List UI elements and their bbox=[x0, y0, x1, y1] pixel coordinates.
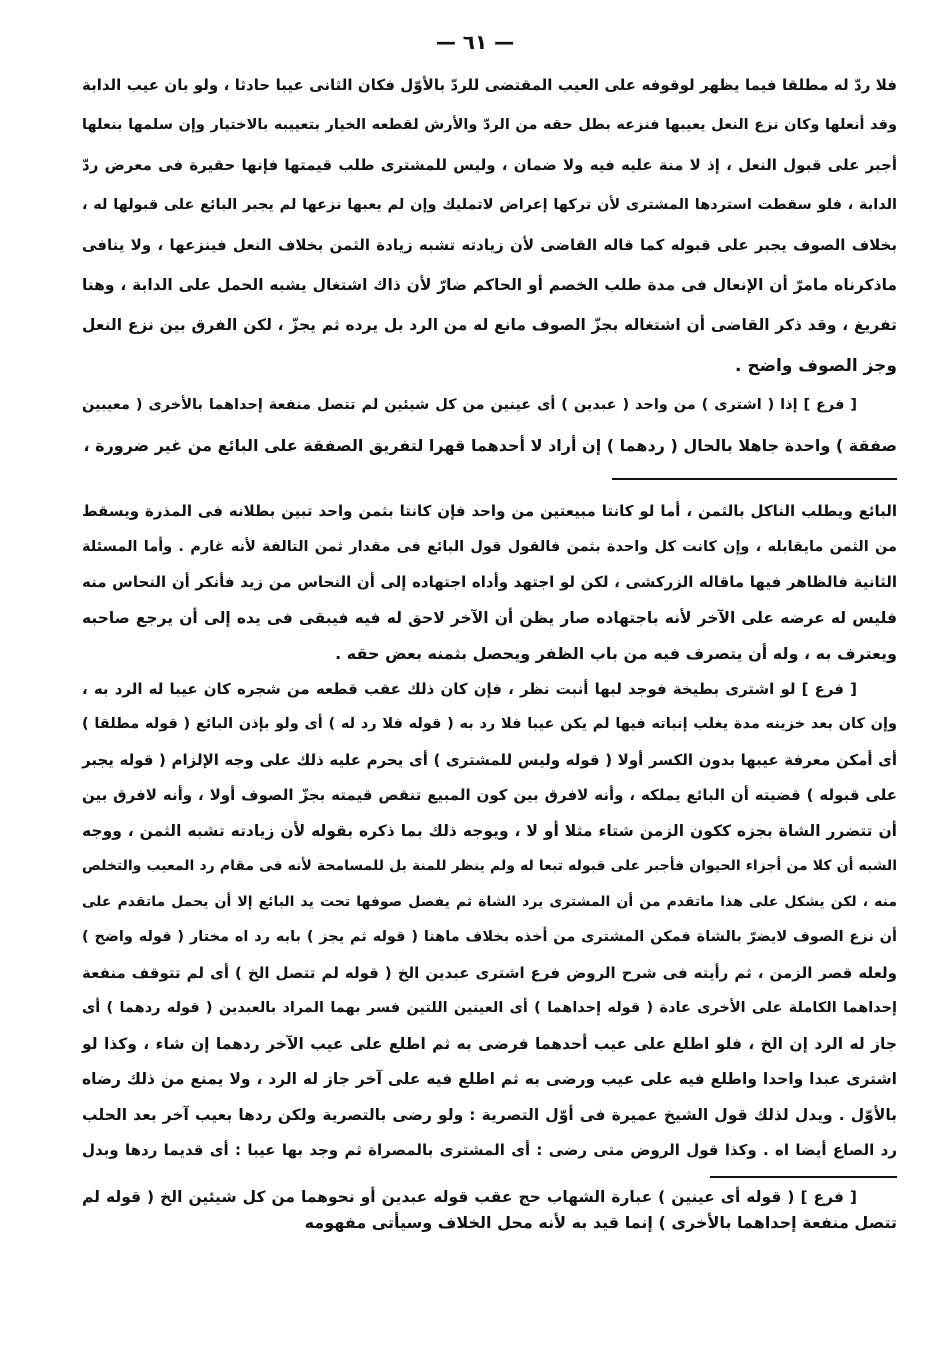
text-line: [ فرع ] ( قوله أى عينين ) عبارة الشهاب حج عقب قوله عبدين أو نحوهما من كل شيئين الخ ( قوله لم bbox=[82, 1188, 857, 1206]
text-line: على قبوله ) قضيته أن البائع يملكه ، وأنه لافرق بين كون المبيع تنقص قيمته بجزّ الصوف أولا ، وأنه لافرق بين bbox=[82, 786, 897, 804]
text-line: أجبر على قبول النعل ، إذ لا منة عليه فيه ولا ضمان ، وليس للمشترى طلب قيمتها فإنها حقيرة فى معرض ردّ bbox=[82, 156, 897, 174]
text-line: تتصل منفعة إحداهما بالأخرى ) إنما قيد به لأنه محل الخلاف وسيأتى مفهومه bbox=[304, 1213, 897, 1232]
text-line: [ فرع ] لو اشترى بطيخة فوجد لبها أنبت نظر ، فإن كان ذلك عقب قطعه من شجره كان عيبا له الرد به ، bbox=[82, 679, 857, 698]
text-line: وإن كان بعد خزينه مدة يغلب إنباته فيها لم يكن عيبا فلا رد به ( قوله فلا رد له ) أى ولو بإذن البائع ( قوله مطلقا ) bbox=[82, 716, 897, 732]
text-line: أن نزع الصوف لايضرّ بالشاة فمكن المشترى من أخذه بخلاف ماهنا ( قوله ثم يجز ) بابه رد اه مختار ( قوله واضح ) bbox=[82, 929, 897, 945]
text-line: أى أمكن معرفة عيبها بدون الكسر أولا ( قوله وليس للمشترى ) أى يحرم عليه ذلك على وجه الإلزام ( قوله يجبر bbox=[82, 750, 897, 769]
text-line: فليس له عرضه على الآخر لأنه باجتهاده صار يظن أن الآخر لاحق له فيه فيبقى فى يده إلى أن يرجع صاحبه bbox=[82, 608, 897, 627]
text-line: ويعترف به ، وله أن يتصرف فيه من باب الظفر ويحصل بثمنه بعض حقه . bbox=[335, 644, 897, 663]
text-line: وقد أنعلها وكان نزع النعل يعيبها فنزعه بطل حقه من الردّ والأرش لقطعه الخيار بتعييبه بالاختيار وإن سلمها بنعلها bbox=[82, 117, 897, 133]
text-line: الثانية فالظاهر فيها ماقاله الزركشى ، لكن لو اجتهد وأداه اجتهاده إلى أن النحاس من زيد فأنكر أن النحاس منه bbox=[82, 573, 897, 591]
text-line: بالأوّل . ويدل لذلك قول الشيخ عميرة فى أوّل التصرية : ولو رضى بالتصرية ولكن ردها بعيب آخر بعد الحلب bbox=[82, 1105, 897, 1124]
text-line: وجز الصوف واضح . bbox=[734, 356, 897, 376]
text-line: الدابة ، فلو سقطت استردها المشترى لأن تركها إعراض لاتمليك وإن لم يعبها نزعها لم يجبر البائع على قبولها له ، bbox=[82, 197, 897, 213]
text-line: [ فرع ] إذا ( اشترى ) من واحد ( عبدين ) أى عينين من كل شيئين لم تتصل منفعة إحداهما بالأخرى ( معيبين bbox=[82, 397, 857, 413]
text-line: ولعله قصر الزمن ، ثم رأيته فى شرح الروض فرع اشترى عبدين الخ ( قوله لم تتصل الخ ) أى لم تتوقف منفعة bbox=[82, 963, 897, 982]
text-line: أن تتضرر الشاة بجزه ككون الزمن شتاء مثلا أو لا ، ويوجه ذلك بما ذكره بقوله لأن زيادته تشبه الثمن ، ووجه bbox=[82, 821, 897, 840]
section-divider bbox=[612, 478, 897, 480]
text-line: جاز له الرد إن الخ ، فلو اطلع على عيب أحدهما فرضى به ثم اطلع على عيب الآخر ردهما إن شاء ، وكذا لو bbox=[82, 1034, 897, 1053]
text-line: منه ، لكن يشكل على هذا ماتقدم من أن المشترى يرد الشاة ثم يفصل صوفها تحت يد البائع إلا أن يحمل ماتقدم على bbox=[82, 893, 897, 910]
text-line: فلا ردّ له مطلقا فيما يظهر لوقوفه على العيب المقتضى للردّ بالأوّل فكان الثانى عيبا حادثا ، ولو بان عيب الدابة bbox=[82, 76, 897, 94]
text-line: صفقة ) واحدة جاهلا بالحال ( ردهما ) إن أراد لا أحدهما قهرا لتفريق الصفقة على البائع من غير ضرورة ، bbox=[83, 436, 897, 455]
text-line: ماذكرناه مامرّ أن الإنعال فى مدة طلب الخصم أو الحاكم ضارّ لأن ذاك اشتغال يشبه الحمل على الدابة ، وهنا bbox=[82, 276, 897, 294]
text-line: رد الصاع أيضا اه . وكذا قول الروض متى رضى : أى المشترى بالمصراة ثم وجد بها عيبا : أى قديما ردها وبدل bbox=[82, 1141, 897, 1159]
text-line: تفريغ ، وقد ذكر القاضى أن اشتغاله بجزّ الصوف مانع له من الرد بل يرده ثم يجزّ ، لكن الفرق بين نزع النعل bbox=[82, 316, 897, 334]
page-number: — ٦١ — bbox=[435, 30, 515, 54]
text-line: البائع ويطلب الناكل بالثمن ، أما لو كانتا مبيعتين من واحد فإن كانتا بثمن واحد تبين بطلانه فى المذرة ويسقط bbox=[82, 502, 897, 520]
text-line: اشترى عبدا واحدا واطلع فيه على عيب ورضى به ثم اطلع فيه على آخر جاز له الرد ، ولا يمنع من ذلك رضاه bbox=[82, 1070, 897, 1088]
text-line: إحداهما الكاملة على الأخرى عادة ( قوله إحداهما ) أى العينين اللتين فسر بهما المراد بالعبدين ( قوله ردهما ) أى bbox=[82, 1000, 897, 1016]
footnote-divider bbox=[710, 1176, 897, 1178]
text-line: الشبه أن كلا من أجزاء الحيوان فأجبر على قبوله تبعا له ولم ينظر للمنة بل للمسامحة لأنه فى مقام رد المعيب والتخلص bbox=[82, 858, 897, 874]
text-line: من الثمن مايقابله ، وإن كانت كل واحدة بثمن فالقول قول البائع فى مقدار ثمن التالفة لأنه غارم . وأما المسئلة bbox=[82, 538, 897, 555]
text-line: بخلاف الصوف يجبر على قبوله كما قاله القاضى لأن زيادته تشبه زيادة الثمن بخلاف النعل فينزعها ، ولا ينافى bbox=[82, 236, 897, 254]
